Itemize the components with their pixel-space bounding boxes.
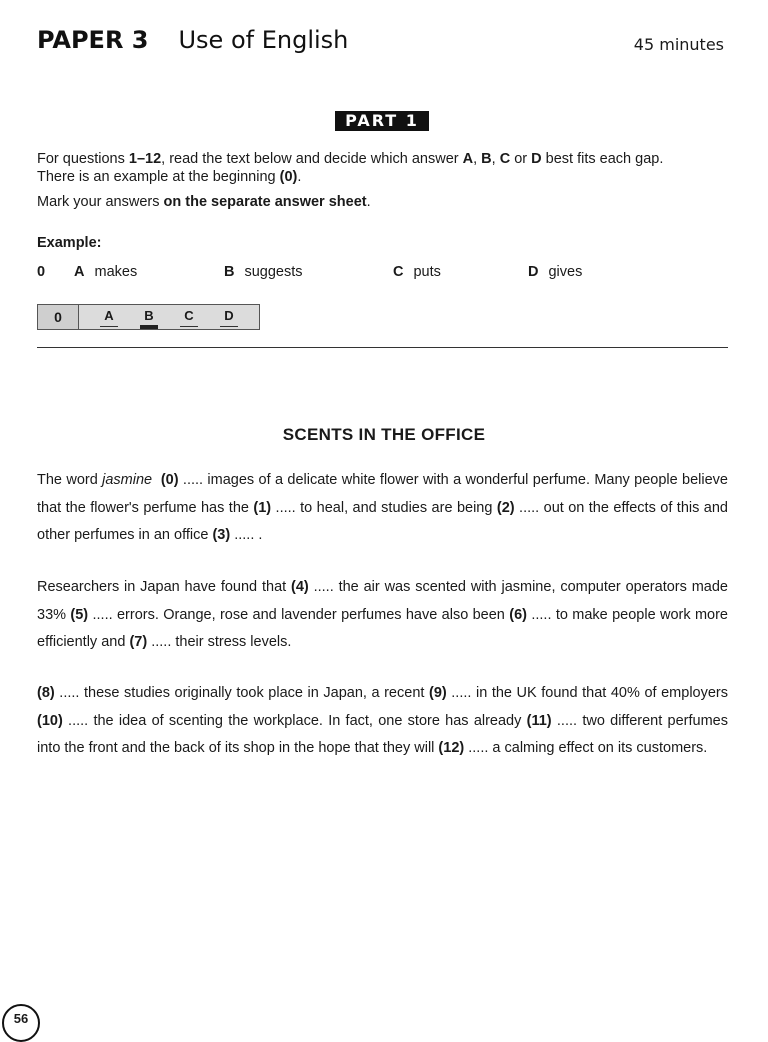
example-option-b: B suggests xyxy=(224,264,303,280)
instructions-questions: For questions 1–12, read the text below and decide which answer A, B, C or D best fits each gap. There is an example at the beginning (0). xyxy=(37,151,664,185)
duration-label: 45 minutes xyxy=(633,35,724,54)
paragraph-1: The word jasmine (0) ..... images of a delicate white flower with a wonderful perfume. Many people believe that the flower's perfume has the (1) ..... to heal, and studies are being (2) ..... out on the effects of this and other perfumes in an office (3) ..... . xyxy=(37,472,728,543)
paper-heading xyxy=(37,26,348,54)
answer-box-option-b: B xyxy=(144,305,153,329)
example-option-a: A makes xyxy=(74,264,138,280)
answer-box-option-d: D xyxy=(224,305,233,329)
paper-number: PAPER 3 xyxy=(37,26,149,54)
example-answer-box xyxy=(37,304,260,330)
instructions-mark: Mark your answers on the separate answer sheet. xyxy=(37,194,371,210)
answer-box-number: 0 xyxy=(38,305,79,329)
text-title: SCENTS IN THE OFFICE xyxy=(282,425,486,444)
answer-box-option-a: A xyxy=(104,305,113,329)
paper-name: Use of English xyxy=(178,26,349,54)
page-number: 56 xyxy=(2,1004,40,1042)
paragraph-2: Researchers in Japan have found that (4) ..... the air was scented with jasmine, computer operators made 33% (5) ..... errors. Orange, rose and lavender perfumes have also been (6) ..... to make people work more efficiently and (7) ..... their stress levels. xyxy=(37,579,728,650)
answer-box-options xyxy=(79,305,259,329)
answer-box-option-c: C xyxy=(184,305,193,329)
paragraph-3: (8) ..... these studies originally took place in Japan, a recent (9) ..... in the UK found that 40% of employers (10) ..... the idea of scenting the workplace. In fact, one store has already (11) ..... two different perfumes into the front and the back of its shop in the hope that they will (12) ..... a calming effect on its customers. xyxy=(37,685,728,756)
divider-line xyxy=(37,347,728,348)
example-option-c: C puts xyxy=(393,264,441,280)
part-label: PART 1 xyxy=(335,111,429,131)
example-heading: Example: xyxy=(37,235,102,251)
example-option-d: D gives xyxy=(528,264,583,280)
example-number: 0 xyxy=(37,264,46,280)
